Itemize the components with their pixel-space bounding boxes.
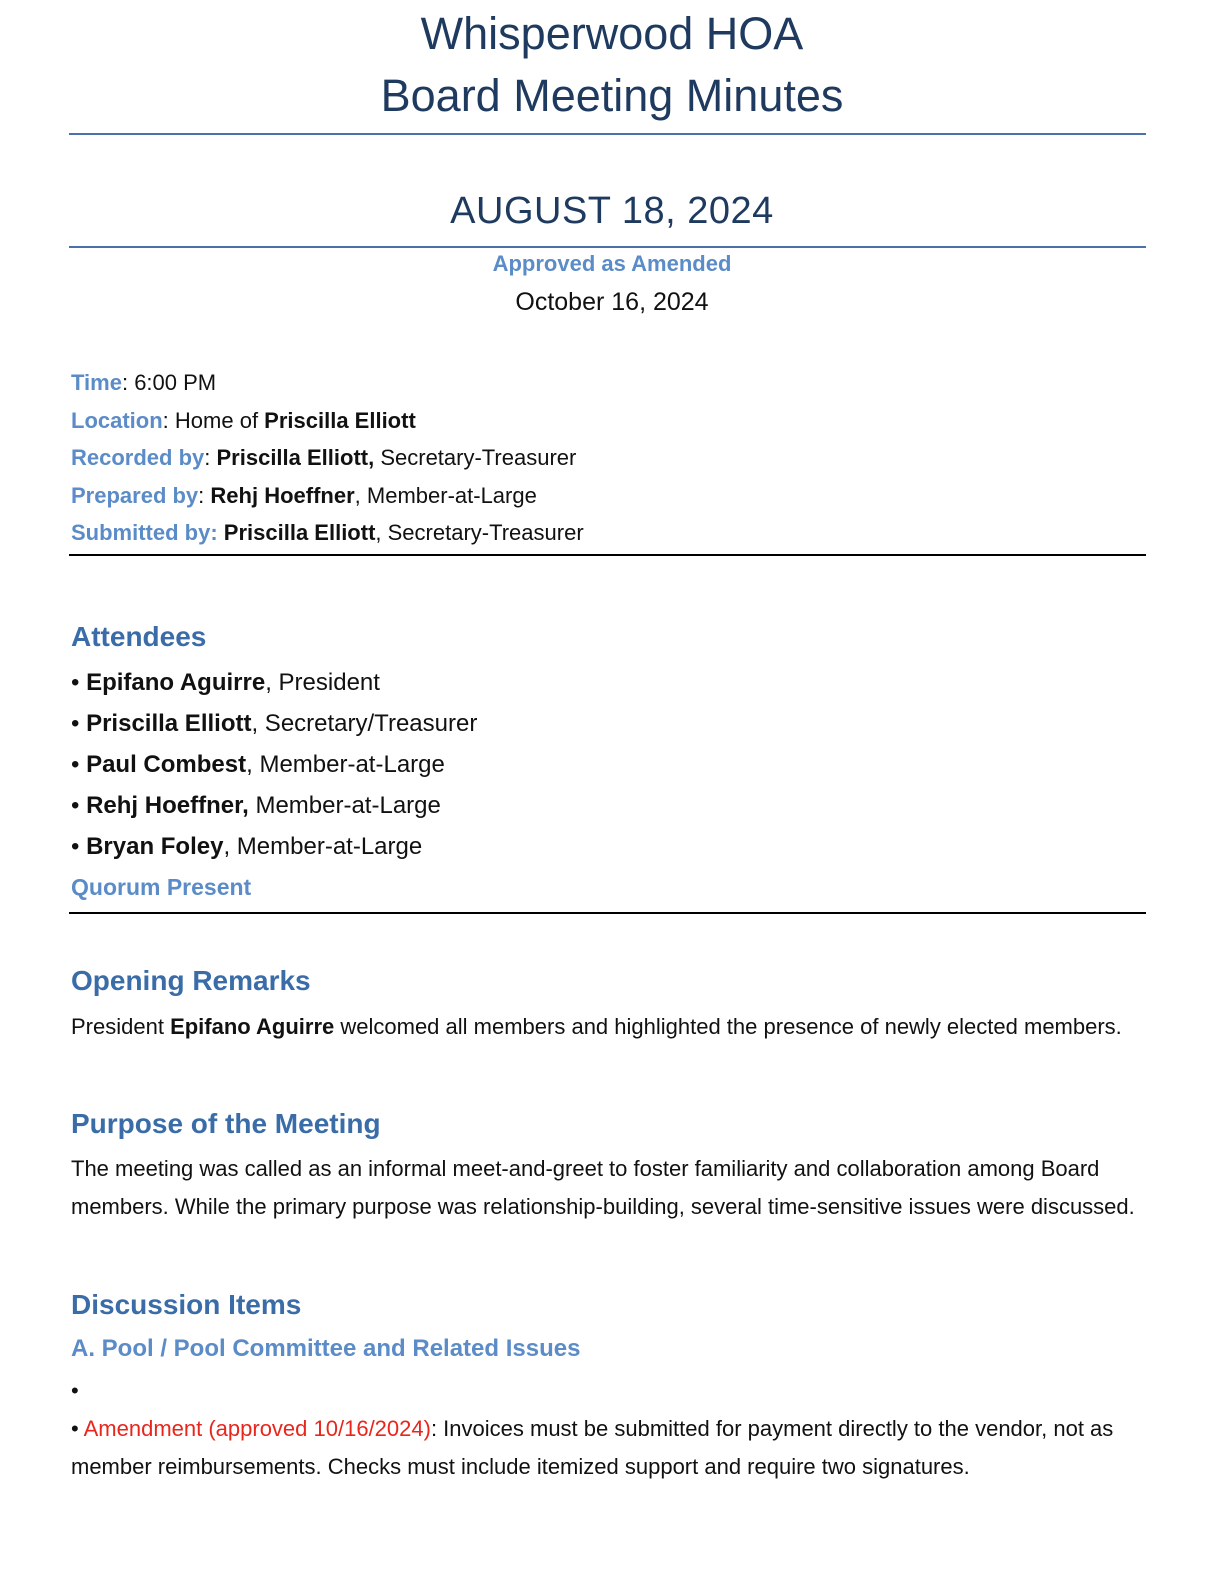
purpose-heading: Purpose of the Meeting <box>71 1108 381 1139</box>
attendee-item: • Epifano Aguirre, President <box>71 669 380 696</box>
pool-subheading: A. Pool / Pool Committee and Related Issues <box>71 1335 581 1362</box>
opening-text: welcomed all members and highlighted the presence of newly elected members. <box>334 1014 1122 1039</box>
meta-divider <box>69 554 1146 556</box>
document-title-line2: Board Meeting Minutes <box>380 70 844 121</box>
meeting-date: AUGUST 18, 2024 <box>450 190 774 232</box>
recorded-role: Secretary-Treasurer <box>374 445 577 470</box>
amendment-label: Amendment (approved 10/16/2024) <box>83 1416 431 1441</box>
attendee-name: Bryan Foley <box>86 833 224 860</box>
attendee-name: Rehj Hoeffner, <box>86 792 249 819</box>
purpose-paragraph: The meeting was called as an informal meet-and-greet to foster familiarity and collaboration among Board members. While the primary purpose was relationship-building, several time-sensitive issues were discussed. <box>71 1156 1135 1219</box>
amendment-paragraph: • Amendment (approved 10/16/2024): Invoices must be submitted for payment directly to the vendor, not as member reimbursements. Checks must include itemized support and require two signatures. <box>71 1416 1114 1479</box>
date-divider <box>69 246 1146 248</box>
opening-name: Epifano Aguirre <box>170 1014 335 1039</box>
attendee-role: , Member-at-Large <box>223 833 423 860</box>
title-divider <box>69 133 1146 135</box>
attendee-name: Epifano Aguirre <box>86 669 266 696</box>
attendee-role: , Member-at-Large <box>246 751 445 778</box>
submitted-name: Priscilla Elliott <box>223 520 376 545</box>
empty-bullet: • <box>71 1378 79 1403</box>
recorded-label: Recorded by <box>71 445 205 470</box>
location-name: Priscilla Elliott <box>264 408 416 433</box>
attendee-item: • Bryan Foley, Member-at-Large <box>71 833 423 860</box>
attendee-item: • Priscilla Elliott, Secretary/Treasurer <box>71 710 478 737</box>
meta-submitted <box>71 520 584 546</box>
opening-heading: Opening Remarks <box>71 965 311 996</box>
recorded-name: Priscilla Elliott, <box>216 445 375 470</box>
attendee-item: • Paul Combest, Member-at-Large <box>71 751 445 778</box>
location-prefix: Home of <box>174 408 265 433</box>
attendee-role: Member-at-Large <box>248 792 441 819</box>
time-value: 6:00 PM <box>134 370 217 395</box>
location-label: Location <box>71 408 163 433</box>
attendee-role: , President <box>265 669 380 696</box>
discussion-heading: Discussion Items <box>71 1289 302 1320</box>
attendee-name: Paul Combest <box>86 751 247 778</box>
opening-prefix: President <box>71 1014 171 1039</box>
attendees-divider <box>69 912 1146 914</box>
prepared-label: Prepared by <box>71 483 199 508</box>
meta-prepared: Prepared by: Rehj Hoeffner, Member-at-Large <box>71 483 537 508</box>
submitted-role: , Secretary-Treasurer <box>375 520 584 545</box>
time-label: Time <box>71 370 122 395</box>
amendment-text: : Invoices must be submitted for payment directly to the vendor, not as member reimbursements. Checks must include itemized support and require two signatures. <box>71 1416 1114 1479</box>
attendee-item: • Rehj Hoeffner, Member-at-Large <box>71 792 441 819</box>
attendee-role: , Secretary/Treasurer <box>251 710 478 737</box>
prepared-role: , Member-at-Large <box>354 483 537 508</box>
prepared-name: Rehj Hoeffner <box>210 483 355 508</box>
document-title-line1: Whisperwood HOA <box>420 8 804 59</box>
approval-status: Approved as Amended <box>492 251 732 276</box>
opening-paragraph <box>71 1008 1151 1046</box>
submitted-label: Submitted by: <box>71 520 218 545</box>
approval-date: October 16, 2024 <box>515 288 709 316</box>
meta-time: Time: 6:00 PM <box>71 370 217 395</box>
attendee-name: Priscilla Elliott <box>86 710 252 737</box>
meta-recorded: Recorded by: Priscilla Elliott, Secretary-Treasurer <box>71 445 577 470</box>
attendees-heading: Attendees <box>71 621 207 652</box>
meta-location: Location: Home of Priscilla Elliott <box>71 408 416 433</box>
quorum-status: Quorum Present <box>71 874 252 900</box>
